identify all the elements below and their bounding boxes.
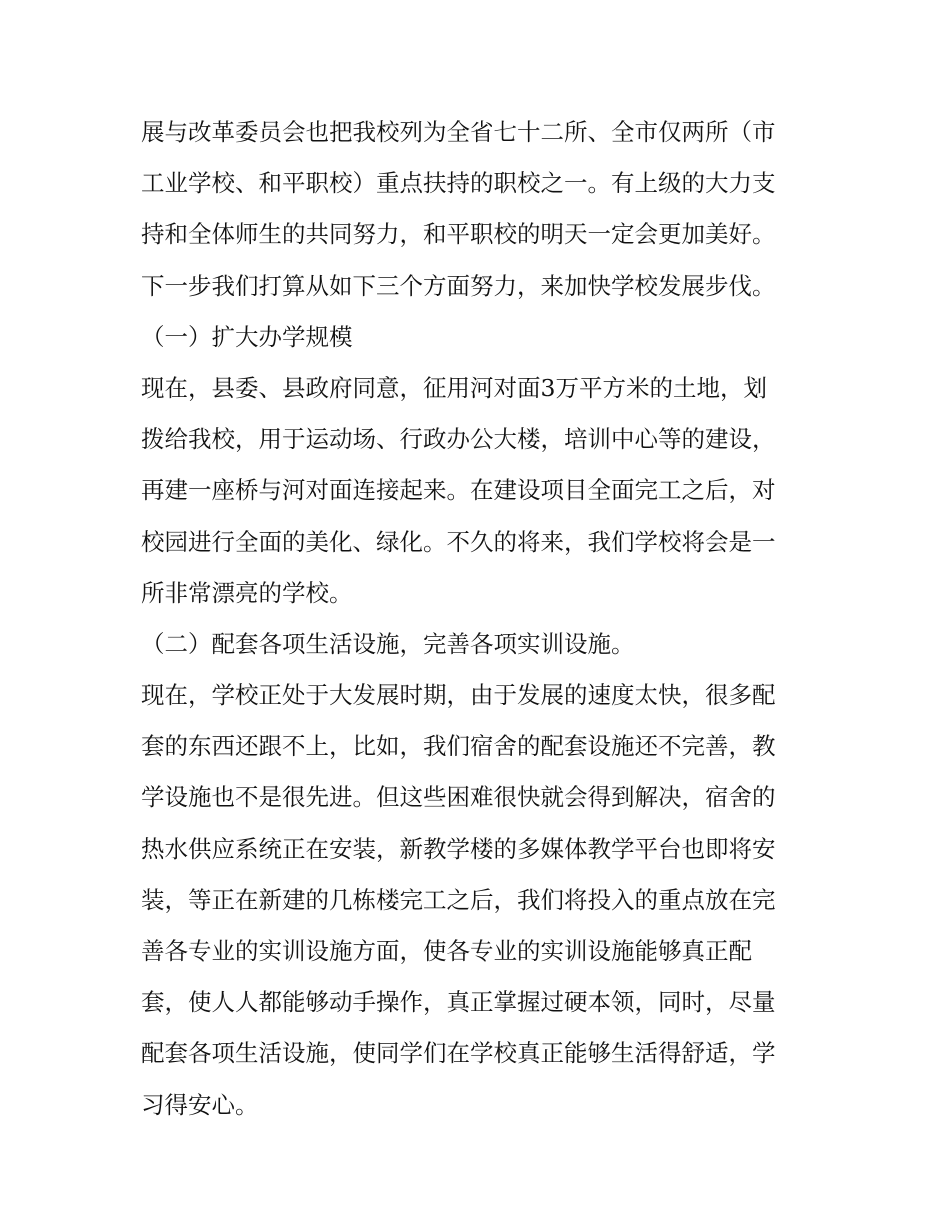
text-line: 热水供应系统正在安装，新教学楼的多媒体教学平台也即将安 [141,834,776,863]
text-line: 善各专业的实训设施方面，使各专业的实训设施能够真正配 [141,937,752,965]
text-line: 学设施也不是很先进。但这些困难很快就会得到解决，宿舍的 [141,783,776,812]
text-line: 习得安心。 [141,1090,259,1119]
text-line: 现在，学校正处于大发展时期，由于发展的速度太快，很多配 [141,681,776,710]
text-line: 持和全体师生的共同努力，和平职校的明天一定会更加美好。 [141,220,776,249]
text-line: 下一步我们打算从如下三个方面努力，来加快学校发展步伐。 [141,271,776,300]
text-line: 装，等正在新建的几栋楼完工之后，我们将投入的重点放在完 [141,885,776,914]
text-line: 工业学校、和平职校）重点扶持的职校之一。有上级的大力支 [141,169,776,198]
text-line: 校园进行全面的美化、绿化。不久的将来，我们学校将会是一 [141,527,776,556]
text-line: 展与改革委员会也把我校列为全省七十二所、全市仅两所（市 [141,118,776,146]
text-line: 配套各项生活设施，使同学们在学校真正能够生活得舒适，学 [141,1039,776,1068]
text-line: 套的东西还跟不上，比如，我们宿舍的配套设施还不完善，教 [141,732,776,761]
text-line: 拨给我校，用于运动场、行政办公大楼，培训中心等的建设， [141,425,776,454]
section-heading: （二）配套各项生活设施，完善各项实训设施。 [141,629,635,658]
text-line: 所非常漂亮的学校。 [141,578,353,607]
section-heading: （一）扩大办学规模 [141,322,353,351]
text-line: 现在，县委、县政府同意，征用河对面3万平方米的土地，划 [141,373,767,402]
document-body [141,107,813,1131]
text-line: 套，使人人都能够动手操作，真正掌握过硬本领，同时，尽量 [141,988,776,1017]
text-line: 再建一座桥与河对面连接起来。在建设项目全面完工之后，对 [141,476,776,505]
